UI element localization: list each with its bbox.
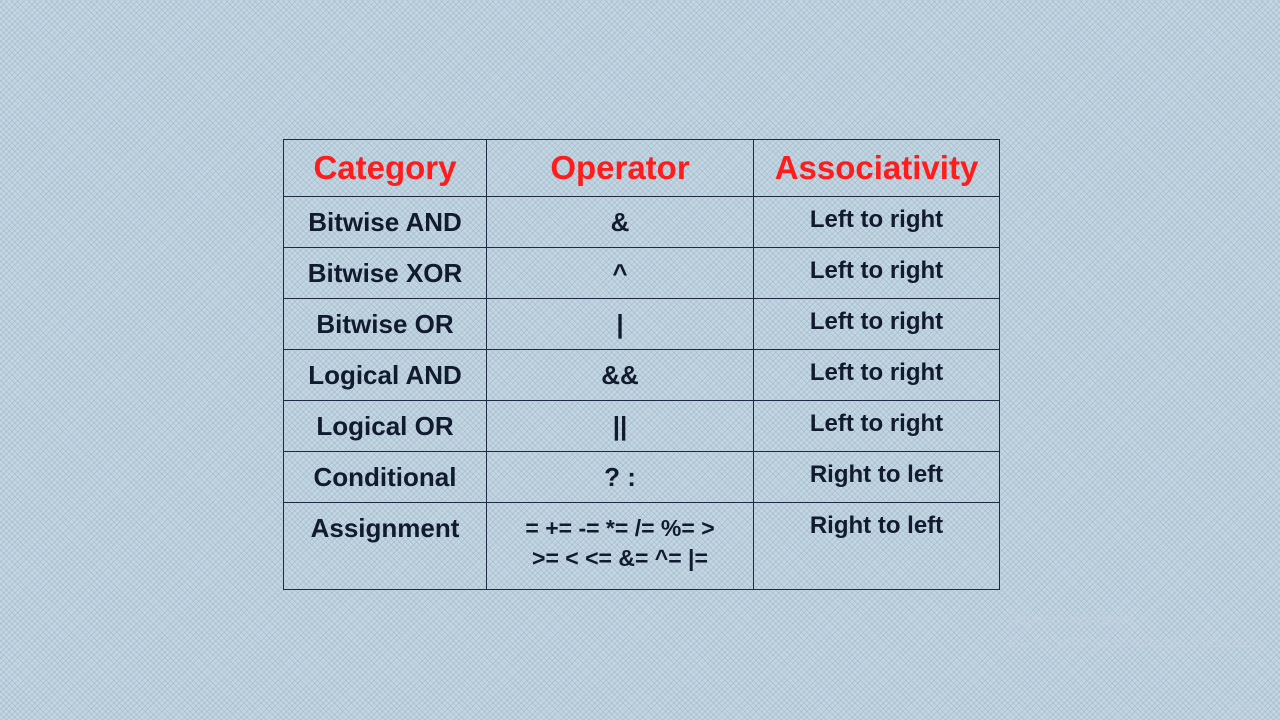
associativity-cell: Right to left (754, 503, 1000, 590)
operator-cell: ? : (487, 452, 754, 503)
table-row (284, 350, 1000, 401)
header-category: Category (284, 140, 487, 197)
category-cell: Bitwise XOR (284, 248, 487, 299)
associativity-cell: Left to right (754, 197, 1000, 248)
category-cell: Bitwise OR (284, 299, 487, 350)
associativity-cell: Left to right (754, 299, 1000, 350)
operator-precedence-table (283, 139, 1000, 590)
operator-cell: || (487, 401, 754, 452)
operator-cell: & (487, 197, 754, 248)
operator-cell (487, 503, 754, 590)
table-header-row (284, 140, 1000, 197)
operator-line: = += -= *= /= %= > (525, 515, 715, 541)
category-cell: Conditional (284, 452, 487, 503)
operator-cell: | (487, 299, 754, 350)
category-cell: Logical OR (284, 401, 487, 452)
associativity-cell: Left to right (754, 401, 1000, 452)
operator-cell: && (487, 350, 754, 401)
category-cell: Assignment (284, 503, 487, 590)
table-row (284, 248, 1000, 299)
watermark-subtitle: Go to Settings to activate Windows. (1008, 634, 1261, 651)
header-operator: Operator (487, 140, 754, 197)
table-row (284, 401, 1000, 452)
associativity-cell: Left to right (754, 350, 1000, 401)
operator-line: >= < <= &= ^= |= (532, 545, 708, 571)
table-row (284, 299, 1000, 350)
category-cell: Bitwise AND (284, 197, 487, 248)
header-associativity: Associativity (754, 140, 1000, 197)
watermark-title: Activate Windows (1008, 612, 1135, 629)
associativity-cell: Left to right (754, 248, 1000, 299)
table-row (284, 452, 1000, 503)
activation-watermark (1008, 610, 1261, 654)
category-cell: Logical AND (284, 350, 487, 401)
table-row (284, 197, 1000, 248)
operator-cell: ^ (487, 248, 754, 299)
associativity-cell: Right to left (754, 452, 1000, 503)
corner-watermark: Udemy (1227, 698, 1266, 712)
table-row (284, 503, 1000, 590)
